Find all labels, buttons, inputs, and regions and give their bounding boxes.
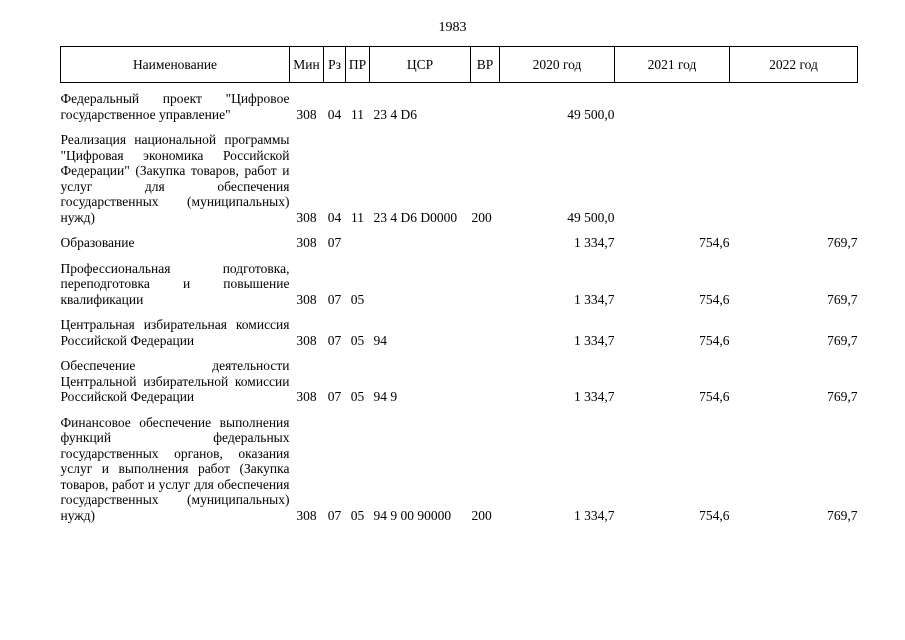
row-2022: 769,7 <box>827 291 858 307</box>
row-pr: 05 <box>350 291 365 307</box>
table-row <box>61 235 858 261</box>
header-2022: 2022 год <box>730 47 858 83</box>
row-2022: 769,7 <box>827 389 858 404</box>
row-2021: 754,6 <box>699 235 730 250</box>
row-vr <box>471 235 500 261</box>
row-2020: 1 334,7 <box>574 389 615 404</box>
row-min: 308 <box>296 106 317 122</box>
row-2020: 49 500,0 <box>567 209 615 225</box>
row-name: Реализация национальной программы "Цифровая экономика Российской Федерации" (Закупка товаров, работ и услуг для обеспечения государственных (муниципальных) нужд) <box>60 132 290 225</box>
row-2021 <box>615 83 730 133</box>
row-vr <box>471 358 500 415</box>
row-2021: 754,6 <box>699 291 730 307</box>
row-csr: 94 9 <box>373 389 398 404</box>
row-pr <box>346 235 370 261</box>
row-2020: 1 334,7 <box>574 235 615 250</box>
row-2020: 1 334,7 <box>574 507 615 523</box>
row-2022 <box>730 132 858 235</box>
table-header-row <box>61 47 858 83</box>
row-min: 308 <box>296 389 317 404</box>
row-csr <box>370 261 471 318</box>
row-min: 308 <box>296 507 317 523</box>
row-2021: 754,6 <box>699 332 730 348</box>
row-2022: 769,7 <box>827 235 858 250</box>
row-rz: 07 <box>327 332 342 348</box>
header-name: Наименование <box>61 47 290 83</box>
row-min: 308 <box>296 291 317 307</box>
table-row <box>61 415 858 534</box>
row-2022: 769,7 <box>827 332 858 348</box>
row-vr <box>471 261 500 318</box>
row-csr <box>370 235 471 261</box>
header-min: Мин <box>290 47 324 83</box>
row-csr: 23 4 D6 D0000 <box>373 209 458 225</box>
page-number: 1983 <box>438 20 467 35</box>
row-pr: 05 <box>350 332 365 348</box>
row-rz: 07 <box>327 507 342 523</box>
row-name: Обеспечение деятельности Центральной избирательной комиссии Российской Федерации <box>60 358 290 404</box>
row-rz: 04 <box>327 209 342 225</box>
header-pr: ПР <box>346 47 370 83</box>
row-2021: 754,6 <box>699 389 730 404</box>
row-name: Финансовое обеспечение выполнения функций федеральных государственных органов, оказания услуг и выполнения работ (Закупка товаров, работ и услуг для обеспечения государственных (муниципальных) нужд) <box>60 414 290 523</box>
table-row <box>61 132 858 235</box>
row-name: Федеральный проект "Цифровое государственное управление" <box>60 91 290 122</box>
table-row <box>61 358 858 415</box>
row-vr <box>471 83 500 133</box>
row-csr: 23 4 D6 <box>373 106 417 122</box>
header-2020: 2020 год <box>500 47 615 83</box>
row-pr: 05 <box>350 507 365 523</box>
header-rz: Рз <box>324 47 346 83</box>
row-name: Образование <box>60 235 135 250</box>
row-rz: 07 <box>327 235 342 250</box>
table-row <box>61 83 858 133</box>
row-csr: 94 <box>373 332 387 348</box>
row-2021 <box>615 132 730 235</box>
row-vr: 200 <box>471 209 492 225</box>
row-2020: 1 334,7 <box>574 291 615 307</box>
table-row <box>61 317 858 358</box>
row-rz: 07 <box>327 291 342 307</box>
header-vr: ВР <box>471 47 500 83</box>
row-csr: 94 9 00 90000 <box>373 507 452 523</box>
row-min: 308 <box>296 209 317 225</box>
row-name: Центральная избирательная комиссия Российской Федерации <box>60 317 290 348</box>
row-rz: 04 <box>327 106 342 122</box>
row-2022 <box>730 83 858 133</box>
row-min: 308 <box>296 235 317 250</box>
row-2022: 769,7 <box>827 507 858 523</box>
row-min: 308 <box>296 332 317 348</box>
header-2021: 2021 год <box>615 47 730 83</box>
row-vr: 200 <box>471 507 492 523</box>
row-vr <box>471 317 500 358</box>
row-pr: 11 <box>351 209 364 225</box>
row-pr: 11 <box>351 106 364 122</box>
table-row <box>61 261 858 318</box>
row-name: Профессиональная подготовка, переподготовка и повышение квалификации <box>60 260 290 307</box>
row-2020: 49 500,0 <box>567 106 615 122</box>
row-2020: 1 334,7 <box>574 332 615 348</box>
row-rz: 07 <box>327 389 342 404</box>
budget-table <box>60 46 858 533</box>
header-csr: ЦСР <box>370 47 471 83</box>
row-2021: 754,6 <box>699 507 730 523</box>
row-pr: 05 <box>350 389 365 404</box>
